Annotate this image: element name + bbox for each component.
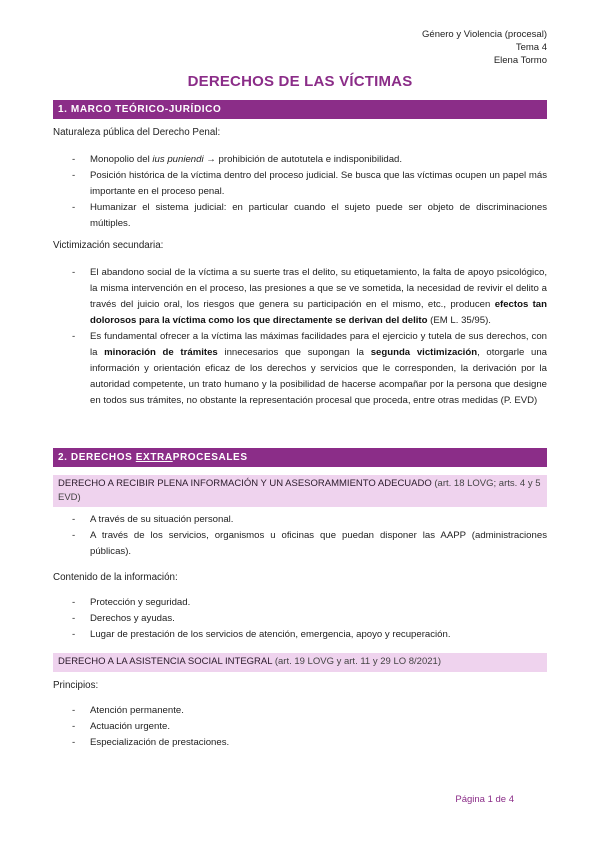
list-item: - Especialización de prestaciones. (72, 737, 230, 748)
list-item: - Derechos y ayudas. (72, 613, 175, 624)
document-header-meta (422, 28, 547, 67)
author-label: Elena Tormo (493, 55, 547, 66)
principios-heading: Principios: (53, 680, 99, 691)
subject-label: Género y Violencia (procesal) (422, 29, 547, 40)
page-title: DERECHOS DE LAS VÍCTIMAS (187, 73, 413, 90)
list-item: - Atención permanente. (72, 705, 184, 716)
section-heading-extraprocesales: 2. DERECHOS EXTRAPROCESALES (53, 448, 547, 467)
list-item: - Posición histórica de la víctima dentro del proceso judicial. Se busca que las víctimas ocupen un papel más importante en el proceso penal. (72, 170, 547, 197)
principios-list (53, 703, 547, 751)
victimization-list (53, 265, 547, 409)
section1-intro: Naturaleza pública del Derecho Penal: (53, 127, 221, 138)
list-item: - A través de los servicios, organismos u oficinas que puedan disponer las AAPP (administraciones públicas). (72, 530, 547, 557)
contenido-heading: Contenido de la información: (53, 572, 178, 583)
section-heading-marco: 1. MARCO TEÓRICO-JURÍDICO (53, 100, 547, 119)
subsection-heading-asistencia: DERECHO A LA ASISTENCIA SOCIAL INTEGRAL (art. 19 LOVG y art. 11 y 29 LO 8/2021) (53, 653, 547, 672)
subsection-heading-informacion: DERECHO A RECIBIR PLENA INFORMACIÓN Y UN ASESORAMMIENTO ADECUADO (art. 18 LOVG; arts. 4 y 5 EVD) (53, 475, 547, 507)
victimization-heading: Victimización secundaria: (53, 240, 164, 251)
list-item: - Humanizar el sistema judicial: en particular cuando el sujeto puede ser objeto de discriminaciones múltiples. (72, 202, 547, 229)
list-item: - Monopolio del ius puniendi → prohibición de autotutela e indisponibilidad. (72, 154, 403, 165)
list-item: - Es fundamental ofrecer a la víctima las máximas facilidades para el ejercicio y tutela de sus derechos, con la minoración de trámites innecesarios que supongan la segunda victimización, otorgarle una información y orientación eficaz de los derechos y servicios que le corresponden, la derivación por la autoridad competente, un trato humano y la posibilidad de hacerse acompañar por la persona que designe en todos sus trámites, no obstante la representación procesal que proceda, entre otras medidas (P. EVD) (72, 331, 547, 406)
section1-list (53, 152, 547, 232)
topic-label: Tema 4 (515, 42, 547, 53)
page-number: Página 1 de 4 (455, 794, 514, 805)
contenido-list (53, 595, 547, 643)
list-item: - A través de su situación personal. (72, 514, 234, 525)
list-item: - Lugar de prestación de los servicios de atención, emergencia, apoyo y recuperación. (72, 629, 451, 640)
list-item: - Actuación urgente. (72, 721, 171, 732)
list-item: - Protección y seguridad. (72, 597, 191, 608)
informacion-list (53, 512, 547, 560)
list-item: - El abandono social de la víctima a su suerte tras el delito, su etiquetamiento, la falta de apoyo psicológico, la misma intervención en el proceso, las presiones a que se ve sometida, la necesidad de revivir el delito a través del juicio oral, los riesgos que genera su participación en el mismo, etc., producen efectos tan dolorosos para la víctima como los que directamente se derivan del delito (EM L. 35/95). (72, 267, 548, 326)
